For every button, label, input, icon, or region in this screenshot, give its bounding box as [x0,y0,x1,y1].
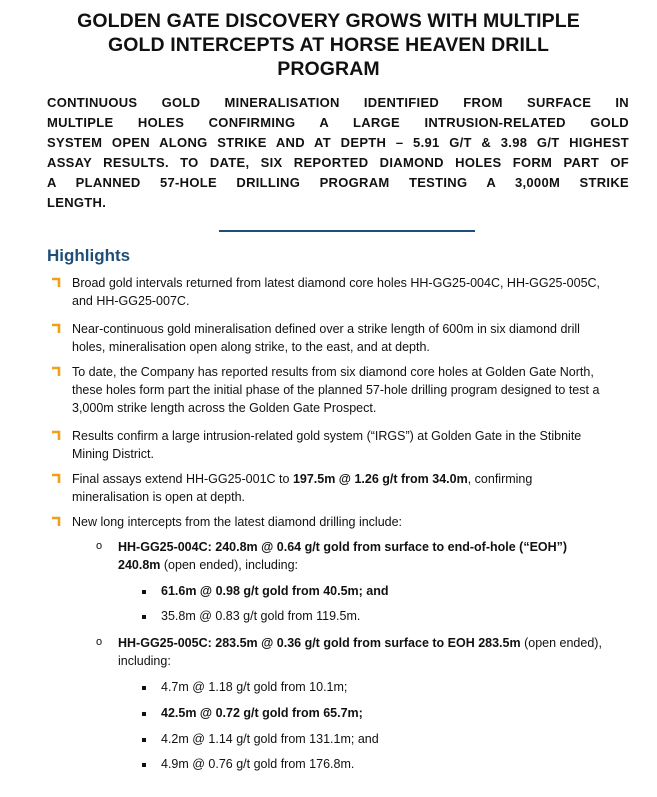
highlight-line: Mining District. [72,447,154,461]
square-bullet-icon [142,738,146,742]
highlight-line: holes, mineralisation open along strike, to the east, and at depth. [72,340,430,354]
sub-intercept-text: 4.7m @ 1.18 g/t gold from 10.1m; [161,680,348,694]
intercept-line: including: [118,654,171,668]
page-title [40,9,617,81]
circle-bullet-icon: o [96,636,103,648]
subtitle-line: LENGTH. [47,195,107,210]
highlight-bold-text: 197.5m @ 1.26 g/t from 34.0m [292,472,468,486]
intercept-line [118,556,632,574]
highlight-line: To date, the Company has reported results from six diamond core holes at Golden Gate North, [72,365,594,379]
corner-bullet-icon [51,516,62,527]
title-line: PROGRAM [277,58,380,80]
highlight-item [72,513,632,531]
intercept-bold-text: HH-GG25-004C: 240.8m @ 0.64 g/t gold from surface to end-of-hole (“EOH”) [118,540,568,554]
highlight-item [72,470,632,506]
intercept-text: (open ended), including: [160,558,299,572]
intercept-item [118,538,632,574]
highlight-line: mineralisation is open at depth. [72,490,246,504]
square-bullet-icon [142,590,146,594]
highlight-line: Broad gold intervals returned from latest diamond core holes HH-GG25-004C, HH-GG25-005C, [72,276,601,290]
circle-bullet-icon: o [96,540,103,552]
sub-intercept [161,678,347,696]
highlight-item [72,427,632,463]
highlight-item [72,363,632,417]
intercept-bold-text: 240.8m [118,558,161,572]
subtitle-line: MULTIPLE HOLES CONFIRMING A LARGE INTRUSION-RELATED GOLD [47,115,629,130]
sub-intercept [161,755,354,773]
highlight-line: Results confirm a large intrusion-related gold system (“IRGS”) at Golden Gate in the Stibnite [72,429,582,443]
intercept-line [118,538,632,556]
sub-intercept [161,730,379,748]
square-bullet-icon [142,712,146,716]
intercept-item [118,634,632,670]
intercept-line [118,634,632,652]
subtitle-summary [47,93,629,213]
section-divider [219,230,475,232]
highlight-line: Near-continuous gold mineralisation defined over a strike length of 600m in six diamond drill [72,322,580,336]
highlight-text: , confirming [467,472,533,486]
highlight-line [72,470,632,488]
subtitle-line: SYSTEM OPEN ALONG STRIKE AND AT DEPTH – 5.91 G/T & 3.98 G/T HIGHEST [47,135,629,150]
sub-intercept [161,582,389,600]
highlights-heading: Highlights [47,246,131,265]
highlight-line: New long intercepts from the latest diamond drilling include: [72,515,403,529]
sub-intercept-text: 4.9m @ 0.76 g/t gold from 176.8m. [161,757,355,771]
intercept-text: (open ended), [520,636,602,650]
sub-intercept [161,607,360,625]
sub-intercept-text: 61.6m @ 0.98 g/t gold from 40.5m; and [161,584,389,598]
corner-bullet-icon [51,430,62,441]
square-bullet-icon [142,686,146,690]
subtitle-line: A PLANNED 57-HOLE DRILLING PROGRAM TESTING A 3,000M STRIKE [47,175,629,190]
subtitle-line: CONTINUOUS GOLD MINERALISATION IDENTIFIED FROM SURFACE IN [47,95,629,110]
intercept-bold-text: HH-GG25-005C: 283.5m @ 0.36 g/t gold from surface to EOH 283.5m [118,636,521,650]
sub-intercept-text: 35.8m @ 0.83 g/t gold from 119.5m. [161,609,361,623]
corner-bullet-icon [51,473,62,484]
highlight-line: these holes form part the initial phase of the planned 57-hole drilling program designed to test a [72,383,600,397]
corner-bullet-icon [51,323,62,334]
corner-bullet-icon [51,277,62,288]
square-bullet-icon [142,615,146,619]
highlight-text: Final assays extend HH-GG25-001C to [72,472,293,486]
title-line: GOLDEN GATE DISCOVERY GROWS WITH MULTIPLE [77,10,580,32]
highlight-item [72,274,632,310]
sub-intercept-text: 42.5m @ 0.72 g/t gold from 65.7m; [161,706,363,720]
square-bullet-icon [142,763,146,767]
sub-intercept [161,704,363,722]
subtitle-line: ASSAY RESULTS. TO DATE, SIX REPORTED DIAMOND HOLES FORM PART OF [47,155,629,170]
highlight-line: and HH-GG25-007C. [72,294,190,308]
sub-intercept-text: 4.2m @ 1.14 g/t gold from 131.1m; and [161,732,379,746]
corner-bullet-icon [51,366,62,377]
highlight-item [72,320,632,356]
highlight-line: 3,000m strike length across the Golden Gate Prospect. [72,401,377,415]
title-line: GOLD INTERCEPTS AT HORSE HEAVEN DRILL [107,34,550,56]
